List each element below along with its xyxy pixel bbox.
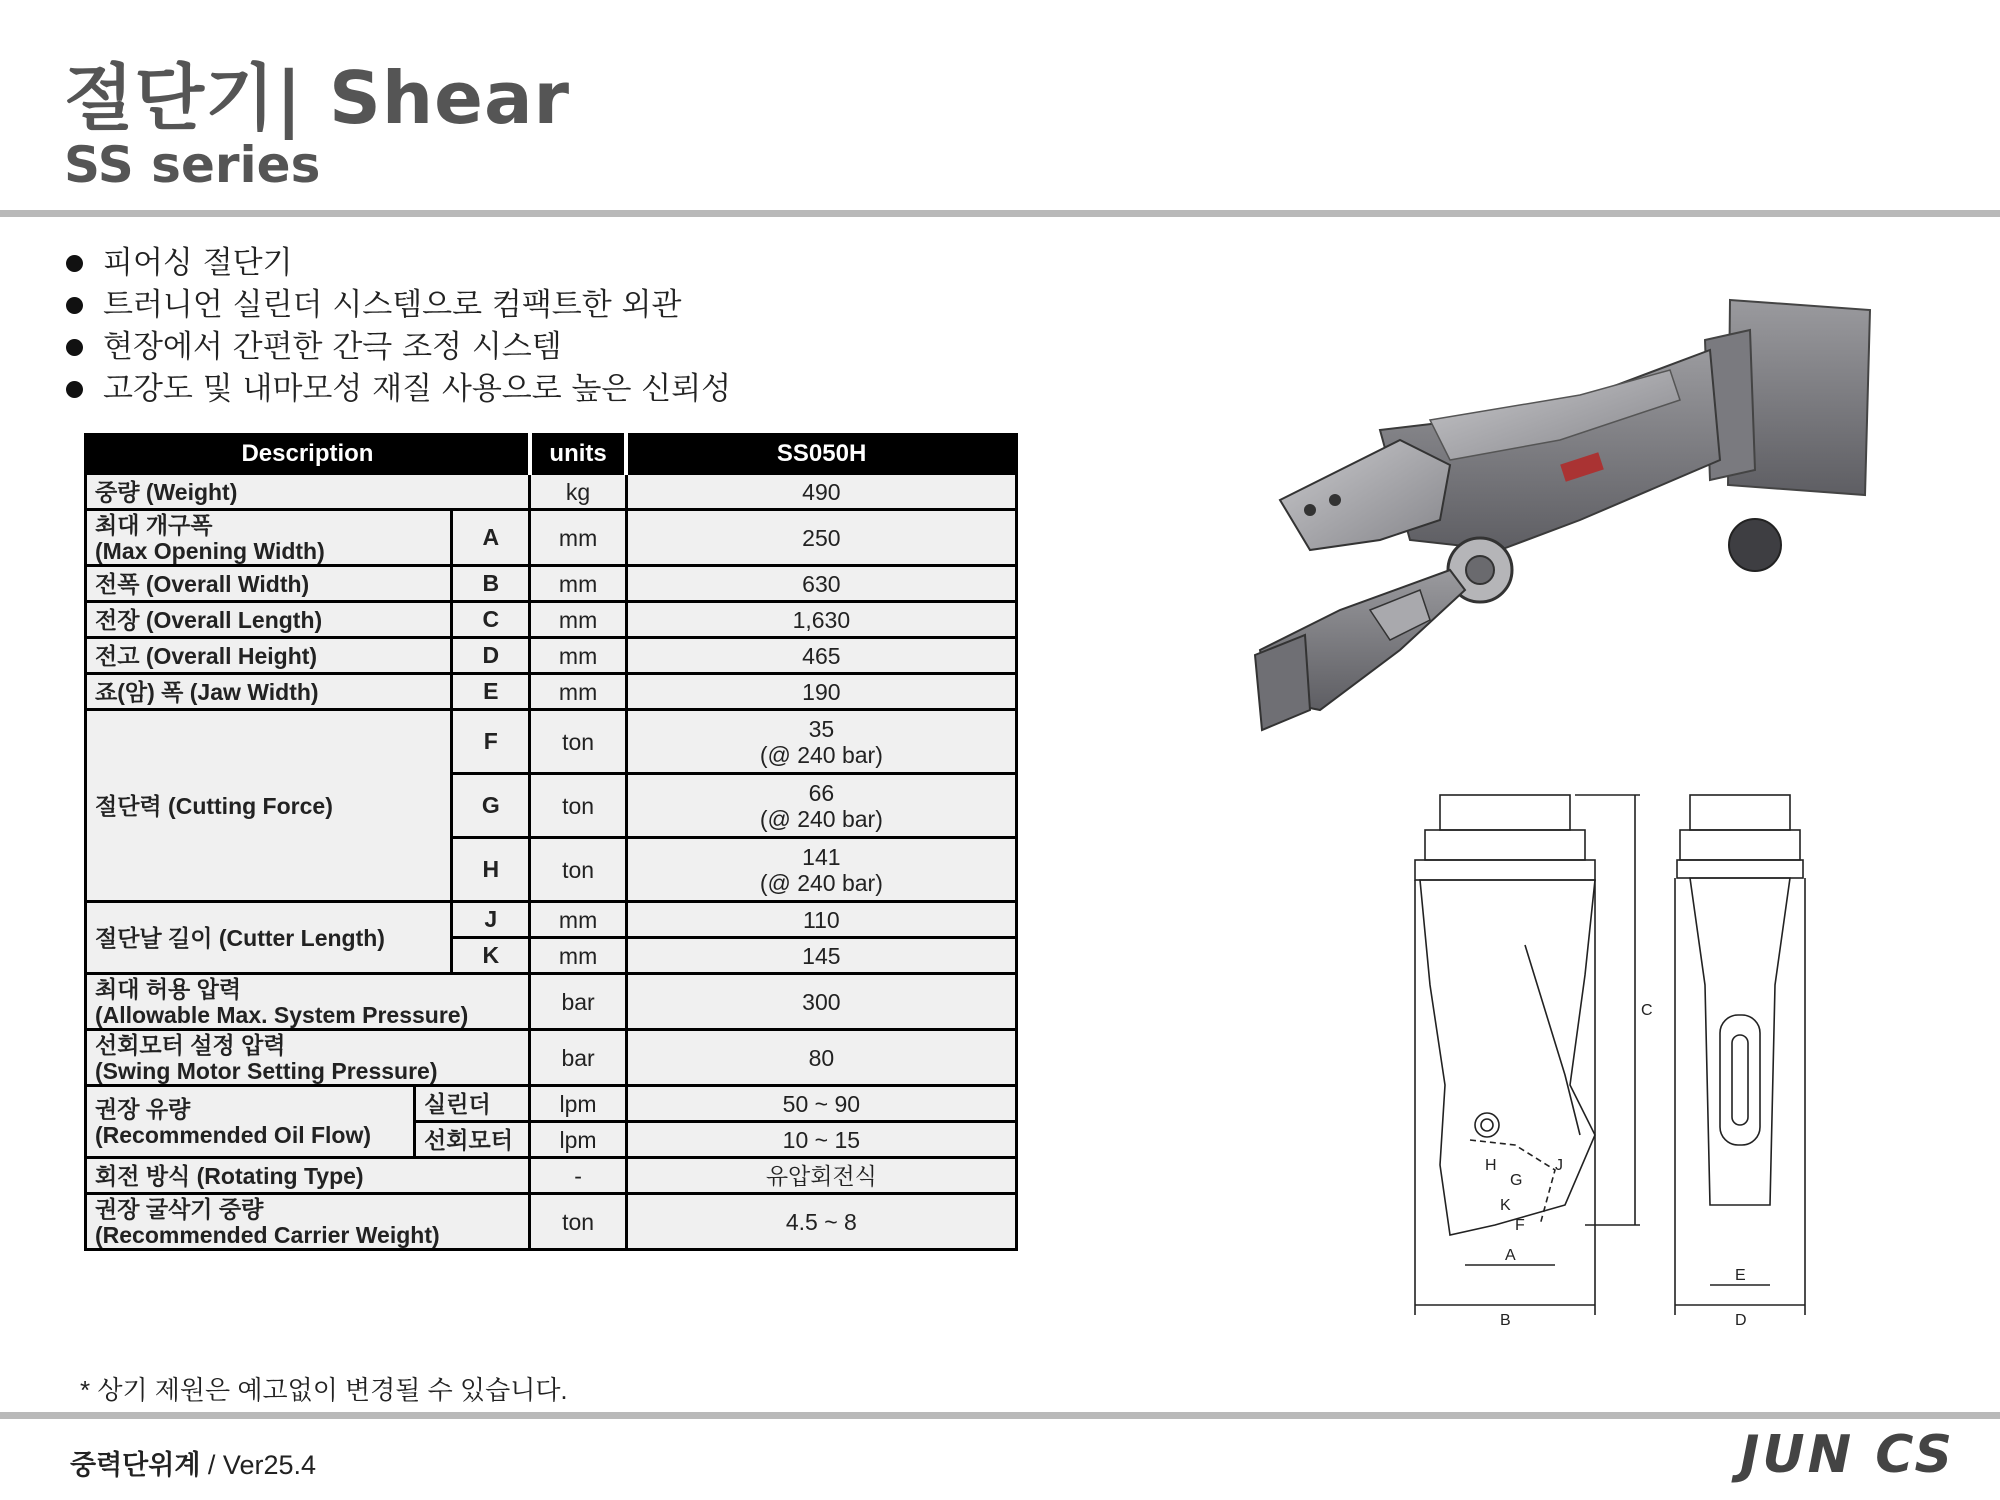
- row-unit: ton: [530, 1194, 626, 1250]
- row-unit: mm: [530, 902, 626, 938]
- row-value: 50 ~ 90: [626, 1086, 1016, 1122]
- row-desc: [86, 1194, 530, 1250]
- header-description: Description: [86, 435, 530, 474]
- dim-label-g: G: [1510, 1172, 1523, 1189]
- row-value: 80: [626, 1030, 1016, 1086]
- row-code: K: [452, 938, 530, 974]
- row-desc: [86, 1030, 530, 1086]
- dim-label-j: J: [1555, 1157, 1563, 1174]
- row-unit: mm: [530, 566, 626, 602]
- row-desc: 전고 (Overall Height): [86, 638, 452, 674]
- dimension-drawing: [1405, 785, 1885, 1335]
- brand-logo: JUN CS: [1740, 1425, 1955, 1485]
- row-desc-en: (Allowable Max. System Pressure): [95, 1001, 469, 1028]
- dim-label-f: F: [1515, 1217, 1525, 1234]
- row-code: D: [452, 638, 530, 674]
- bullet-icon: [66, 297, 83, 314]
- value-main: 35: [808, 715, 835, 742]
- dim-label-d: D: [1735, 1312, 1747, 1329]
- header-units: units: [530, 435, 626, 474]
- footnote: * 상기 제원은 예고없이 변경될 수 있습니다.: [80, 1375, 568, 1405]
- table-row: [86, 710, 1017, 774]
- row-unit: lpm: [530, 1122, 626, 1158]
- row-code: B: [452, 566, 530, 602]
- row-desc-en: (Recommended Oil Flow): [95, 1121, 372, 1148]
- row-code: G: [452, 774, 530, 838]
- row-unit: ton: [530, 774, 626, 838]
- row-sublabel: 선회모터: [415, 1122, 530, 1158]
- row-value: [626, 838, 1016, 902]
- table-row: [86, 566, 1017, 602]
- table-row: [86, 638, 1017, 674]
- unit-system-label: 중력단위계: [70, 1450, 201, 1480]
- row-desc-ko: 선회모터 설정 압력: [95, 1031, 286, 1058]
- row-code: A: [452, 510, 530, 566]
- row-value: 4.5 ~ 8: [626, 1194, 1016, 1250]
- row-desc: 중량 (Weight): [86, 474, 530, 510]
- feature-text: 현장에서 간편한 간극 조정 시스템: [103, 329, 562, 365]
- row-code: C: [452, 602, 530, 638]
- bullet-icon: [66, 381, 83, 398]
- row-sublabel: 실린더: [415, 1086, 530, 1122]
- spec-table: [84, 433, 1018, 1251]
- row-value: 630: [626, 566, 1016, 602]
- feature-item: [66, 368, 731, 410]
- table-row: [86, 1030, 1017, 1086]
- row-code: H: [452, 838, 530, 902]
- row-value: 10 ~ 15: [626, 1122, 1016, 1158]
- row-desc-en: (Max Opening Width): [95, 537, 325, 564]
- feature-item: [66, 242, 731, 284]
- bullet-icon: [66, 339, 83, 356]
- row-desc: 절단력 (Cutting Force): [86, 710, 452, 902]
- bottom-divider: [0, 1412, 2000, 1419]
- row-value: 145: [626, 938, 1016, 974]
- top-divider: [0, 210, 2000, 217]
- row-desc: 전장 (Overall Length): [86, 602, 452, 638]
- feature-item: [66, 326, 731, 368]
- table-row: [86, 510, 1017, 566]
- row-desc-en: (Swing Motor Setting Pressure): [95, 1057, 438, 1084]
- row-desc-ko: 최대 개구폭: [95, 511, 213, 538]
- table-row: [86, 1194, 1017, 1250]
- value-main: 66: [808, 779, 835, 806]
- row-desc: 절단날 길이 (Cutter Length): [86, 902, 452, 974]
- row-unit: kg: [530, 474, 626, 510]
- page-title: 절단기| Shear: [64, 56, 571, 140]
- value-main: 141: [802, 843, 841, 870]
- dim-label-b: B: [1500, 1312, 1511, 1329]
- row-desc: [86, 974, 530, 1030]
- feature-text: 피어싱 절단기: [103, 245, 293, 281]
- page-subtitle: SS series: [64, 136, 321, 194]
- value-note: (@ 240 bar): [759, 869, 883, 896]
- row-unit: mm: [530, 510, 626, 566]
- dim-label-h: H: [1485, 1157, 1497, 1174]
- table-row: [86, 474, 1017, 510]
- dim-label-k: K: [1500, 1197, 1511, 1214]
- row-unit: mm: [530, 602, 626, 638]
- feature-item: [66, 284, 731, 326]
- version-label: / Ver25.4: [200, 1450, 317, 1480]
- row-desc-en: (Recommended Carrier Weight): [95, 1221, 440, 1248]
- row-value: 1,630: [626, 602, 1016, 638]
- row-value: [626, 710, 1016, 774]
- value-note: (@ 240 bar): [759, 805, 883, 832]
- row-value: [626, 774, 1016, 838]
- feature-text: 트러니언 실린더 시스템으로 컴팩트한 외관: [103, 287, 682, 323]
- table-header-row: [86, 435, 1017, 474]
- row-desc: 회전 방식 (Rotating Type): [86, 1158, 530, 1194]
- row-unit: -: [530, 1158, 626, 1194]
- row-value: 110: [626, 902, 1016, 938]
- row-unit: lpm: [530, 1086, 626, 1122]
- row-desc: [86, 1086, 415, 1158]
- row-value: 300: [626, 974, 1016, 1030]
- table-row: [86, 602, 1017, 638]
- dim-label-e: E: [1735, 1267, 1746, 1284]
- row-code: J: [452, 902, 530, 938]
- row-unit: bar: [530, 974, 626, 1030]
- table-row: [86, 1158, 1017, 1194]
- table-row: [86, 902, 1017, 938]
- row-value: 250: [626, 510, 1016, 566]
- header-model: SS050H: [626, 435, 1016, 474]
- footer-info: [70, 1443, 316, 1482]
- dim-label-a: A: [1505, 1247, 1516, 1264]
- row-value: 190: [626, 674, 1016, 710]
- feature-text: 고강도 및 내마모성 재질 사용으로 높은 신뢰성: [103, 371, 732, 407]
- row-unit: mm: [530, 638, 626, 674]
- feature-list: [66, 242, 731, 410]
- value-note: (@ 240 bar): [759, 741, 883, 768]
- product-photo: [1250, 290, 1880, 760]
- row-code: E: [452, 674, 530, 710]
- row-value: 유압회전식: [626, 1158, 1016, 1194]
- row-desc-ko: 권장 유량: [95, 1095, 191, 1122]
- row-unit: ton: [530, 838, 626, 902]
- row-desc-ko: 권장 굴삭기 중량: [95, 1195, 264, 1222]
- row-code: F: [452, 710, 530, 774]
- row-value: 490: [626, 474, 1016, 510]
- dim-label-c: C: [1641, 1002, 1653, 1019]
- bullet-icon: [66, 255, 83, 272]
- row-desc: 죠(암) 폭 (Jaw Width): [86, 674, 452, 710]
- table-row: [86, 1086, 1017, 1122]
- row-unit: mm: [530, 938, 626, 974]
- row-value: 465: [626, 638, 1016, 674]
- row-unit: mm: [530, 674, 626, 710]
- row-desc: [86, 510, 452, 566]
- row-unit: bar: [530, 1030, 626, 1086]
- row-desc-ko: 최대 허용 압력: [95, 975, 242, 1002]
- table-row: [86, 674, 1017, 710]
- row-desc: 전폭 (Overall Width): [86, 566, 452, 602]
- table-row: [86, 974, 1017, 1030]
- row-unit: ton: [530, 710, 626, 774]
